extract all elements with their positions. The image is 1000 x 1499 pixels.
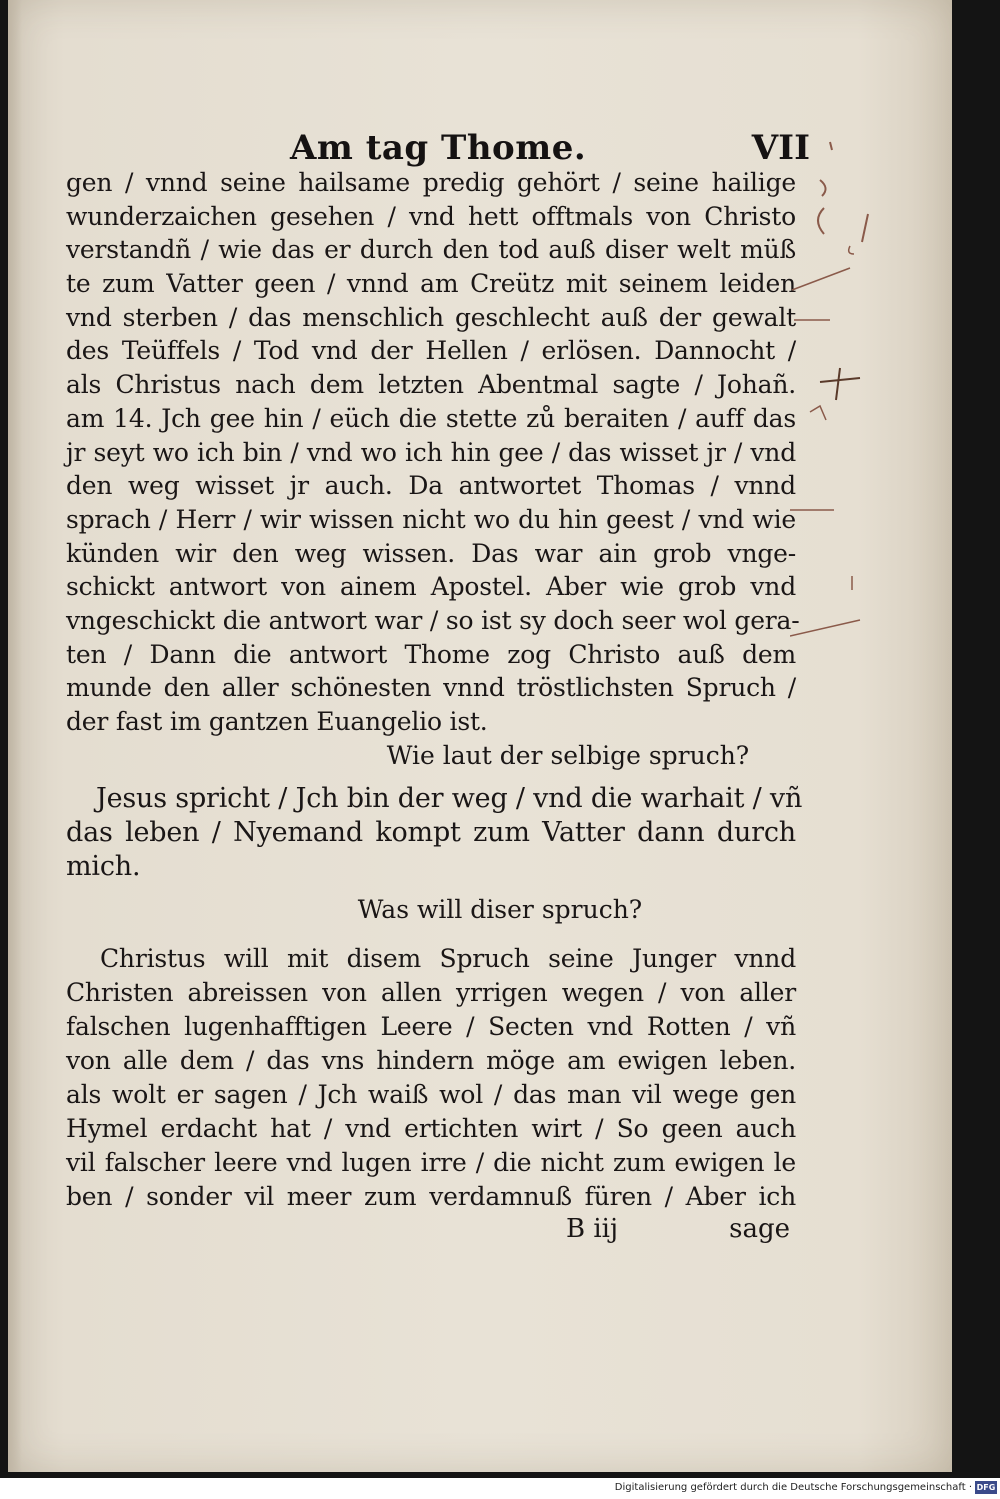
marginal-annotations [790,130,880,690]
text-line: künden wir den weg wissen. Das war ain grob vnge- [66,538,796,568]
text-line: schickt antwort von ainem Apostel. Aber wie grob vnd [66,572,796,602]
text-line: vngeschickt die antwort war / so ist sy doch seer wol gera- [66,605,800,635]
text-line: Jesus spricht / Jch bin der weg / vnd die warhait / vñ [96,783,803,814]
page-gutter-shadow [8,0,22,1472]
digitization-footer [0,1478,1000,1499]
text-line: sprach / Herr / wir wissen nicht wo du hin geest / vnd wie [66,504,796,534]
margin-cross [820,368,860,400]
paragraph-3 [66,942,796,1214]
margin-mark [849,246,854,254]
margin-stroke [790,620,860,636]
paragraph-1 [66,166,800,739]
text-line: Hymel erdacht hat / vnd ertichten wirt / So geen auch [66,1114,796,1143]
margin-stroke [792,268,850,290]
text-line: als wolt er sagen / Jch waiß wol / das man vil wege gen [66,1080,796,1109]
margin-mark [862,214,868,242]
text-line: munde den aller schönesten vnnd tröstlichsten Spruch / [66,673,796,703]
question-heading-1: Wie laut der selbige spruch? [386,741,750,770]
catchword: sage [729,1214,790,1244]
text-line: als Christus nach dem letzten Abentmal sagte / Johañ. [66,370,796,400]
margin-bracket [820,180,826,196]
text-line: mich. [66,851,141,882]
text-line: jr seyt wo ich bin / vnd wo ich hin gee / das wisset jr / vnd [66,437,796,467]
margin-mark [810,406,826,420]
text-line: wunderzaichen gesehen / vnd hett offtmals von Christo [66,201,796,231]
folio-number: VII [751,128,810,168]
text-line: ten / Dann die antwort Thome zog Christo auß dem [66,639,796,669]
text-line: gen / vnnd seine hailsame predig gehört / seine hailige [66,168,796,197]
text-line: von alle dem / das vns hindern möge am ewigen leben. [66,1046,796,1075]
dfg-logo: DFG [976,1483,996,1492]
text-line: am 14. Jch gee hin / eüch die stette zů beraiten / auff das [66,403,796,433]
text-line: ben / sonder vil meer zum verdamnuß füren / Aber ich [66,1182,796,1211]
text-line: verstandñ / wie das er durch den tod auß diser welt müß [66,235,796,265]
text-line: falschen lugenhafftigen Leere / Secten vnd Rotten / vñ [66,1012,796,1041]
text-line: des Teüffels / Tod vnd der Hellen / erlösen. Dannocht / [66,336,796,366]
signature-mark: B iij [566,1214,619,1244]
question-heading-2: Was will diser spruch? [357,895,643,924]
text-line: vil falscher leere vnd lugen irre / die nicht zum ewigen le [66,1148,796,1177]
catchline [560,1214,790,1248]
running-head: Am tag Thome. [290,128,587,168]
text-line: den weg wisset jr auch. Da antwortet Thomas / vnnd [66,471,796,501]
paragraph-2 [66,782,803,884]
margin-bracket [818,208,824,234]
margin-mark [830,142,832,150]
text-line: vnd sterben / das menschlich geschlecht auß der gewalt [66,302,796,332]
footer-credit: Digitalisierung gefördert durch die Deutsche Forschungsgemeinschaft · [614,1482,972,1493]
text-line: Christus will mit disem Spruch seine Junger vnnd [100,944,796,973]
text-line: der fast im gantzen Euangelio ist. [66,707,488,736]
text-line: te zum Vatter geen / vnnd am Creütz mit seinem leiden [66,269,796,299]
text-line: das leben / Nyemand kompt zum Vatter dann durch [66,817,796,848]
text-line: Christen abreissen von allen yrrigen wegen / von aller [66,978,796,1007]
